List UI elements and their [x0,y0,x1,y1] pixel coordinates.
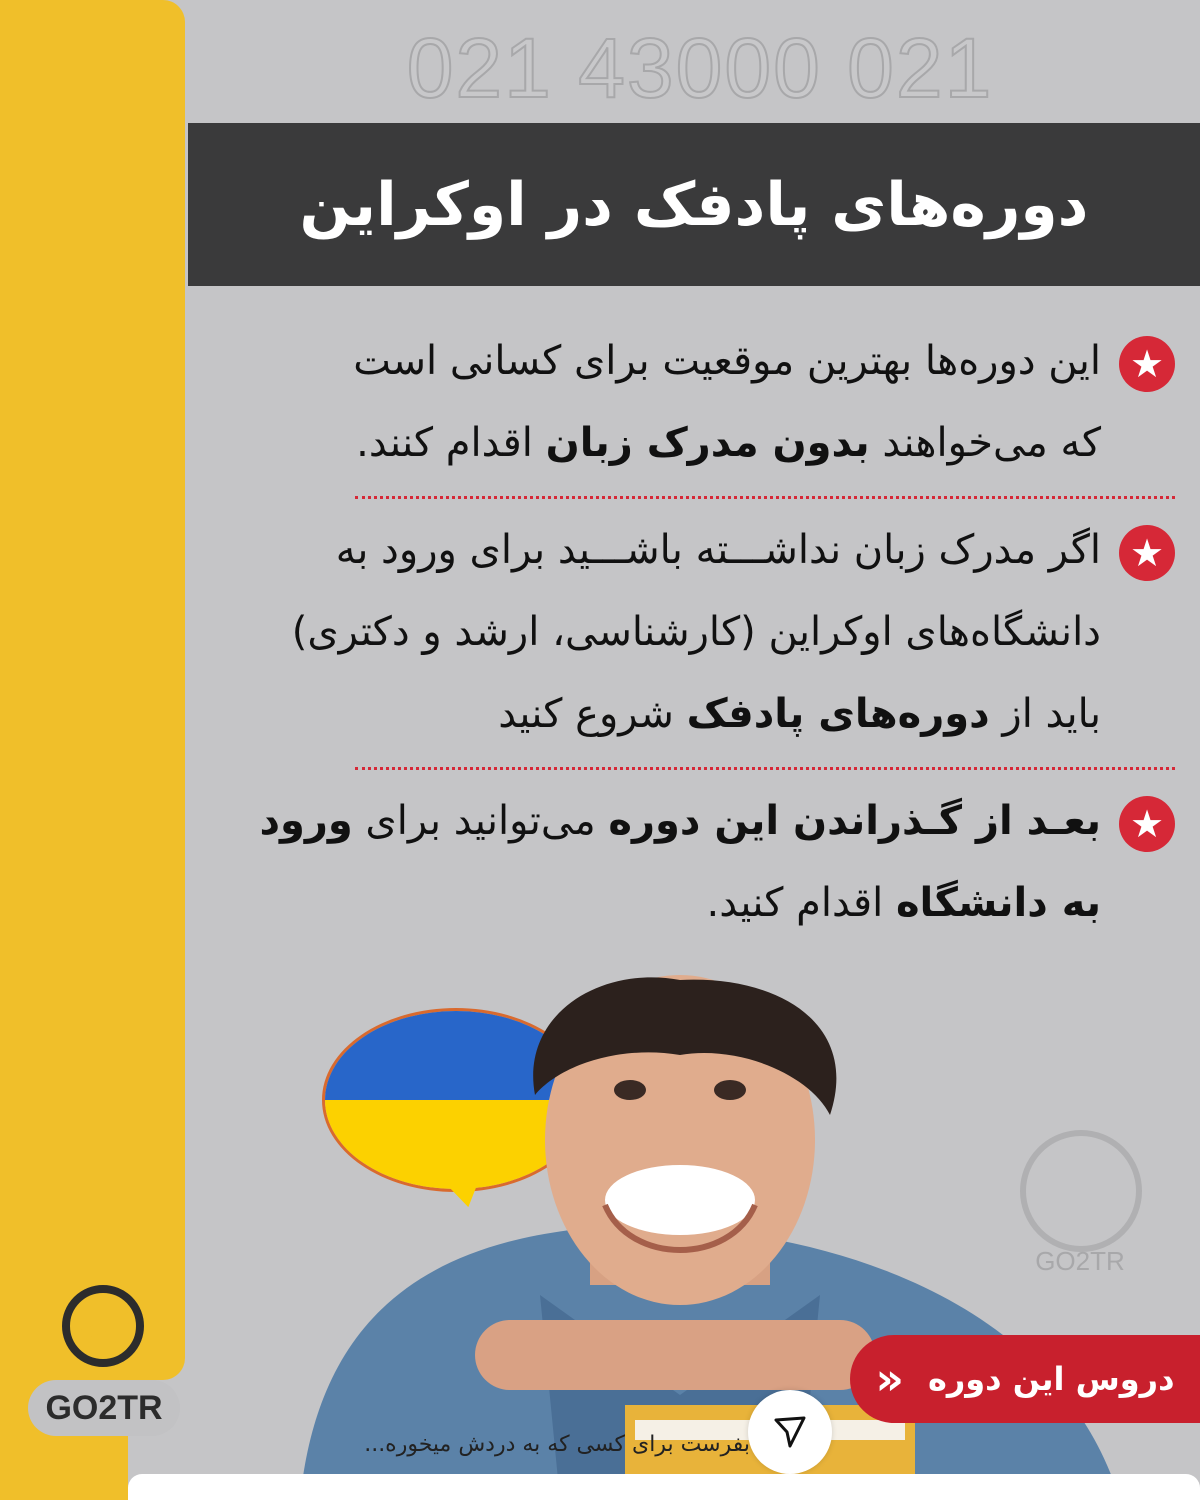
bullet-2-line-2: دانشگاه‌های اوکراین (کارشناسی، ارشد و دکتری) [291,609,1101,655]
brand-logo-text: GO2TR [28,1380,180,1436]
share-caption: بفرست برای کسی که به دردش میخوره... [364,1432,750,1457]
page-title: دوره‌های پادفک در اوکراین [299,169,1089,240]
bullet-text-2 [241,509,1101,755]
phone-number: 021 43000 021 [406,21,994,115]
bullet-2-line-3 [241,673,1101,755]
bullet-1-line-2-pre: که می‌خواهند [869,420,1101,466]
send-icon [770,1412,810,1452]
dotted-divider [355,767,1175,770]
bullet-list [230,320,1175,944]
bullet-2-highlight: دوره‌های پادفک [686,691,990,737]
course-lessons-button[interactable] [850,1335,1200,1423]
star-icon: ★ [1119,525,1175,581]
bullet-1-line-1: این دوره‌ها بهترین موقعیت برای کسانی است [353,338,1101,384]
bullet-2-line-1: اگر مدرک زبان نداشـــته باشـــید برای ورود به [335,527,1101,573]
dotted-divider [355,496,1175,499]
bullet-3-line-2 [241,862,1101,944]
bullet-1-line-2-post: اقدام کنند. [356,420,546,466]
share-button[interactable] [748,1390,832,1474]
bullet-item-1 [230,320,1175,484]
bullet-3-highlight-3: به دانشگاه [895,880,1101,926]
bullet-2-line-3-post: شروع کنید [498,691,687,737]
bullet-item-2 [230,509,1175,755]
star-icon: ★ [1119,796,1175,852]
bullet-text-1 [241,320,1101,484]
bullet-3-line-2-post: اقدام کنید. [706,880,896,926]
go2tr-watermark [1020,1130,1140,1277]
star-icon: ★ [1119,336,1175,392]
bullet-3-line-1-mid: می‌توانید برای [352,798,609,844]
watermark-text: GO2TR [1035,1246,1125,1276]
bullet-3-line-1 [241,780,1101,862]
bullet-item-3 [230,780,1175,944]
bullet-1-highlight: بدون مدرک زبان [545,420,870,466]
bottom-bar [128,1474,1200,1500]
go2tr-logo-icon [62,1285,144,1367]
double-chevron-left-icon: « [875,1353,904,1405]
bullet-1-line-2 [241,402,1101,484]
bullet-2-line-3-pre: باید از [989,691,1101,737]
title-bar [188,123,1200,286]
course-lessons-label: دروس این دوره [927,1360,1175,1398]
watermark-logo-icon [1020,1130,1142,1252]
bullet-3-highlight-2: ورود [259,798,353,844]
yellow-side-panel [0,0,185,1380]
bullet-text-3 [241,780,1101,944]
bullet-3-highlight-1: بعـد از گـذراندن این دوره [608,798,1101,844]
